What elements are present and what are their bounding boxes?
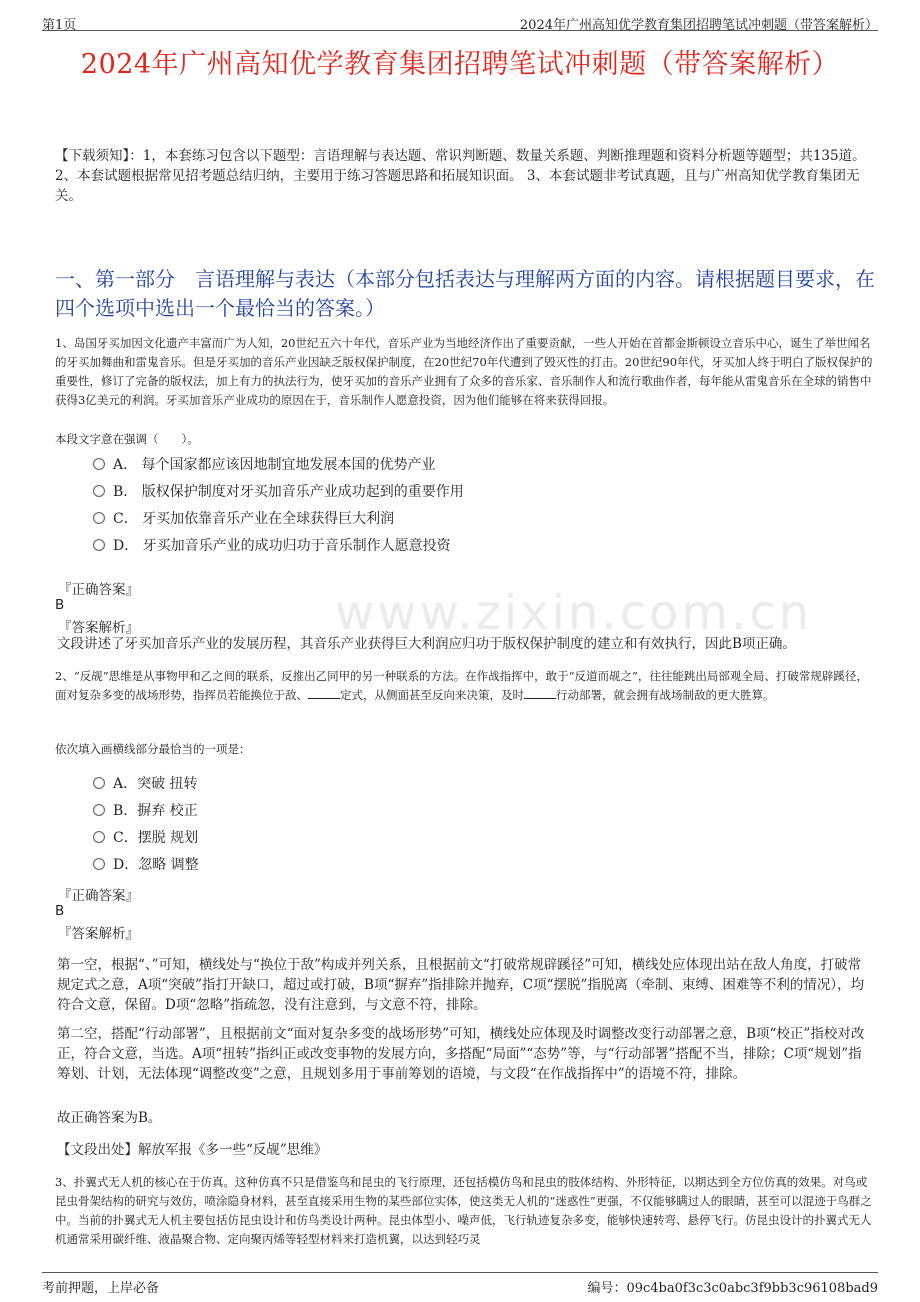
question-2-source: 【文段出处】解放军报《多一些“反觇”思维》 — [57, 1142, 328, 1158]
question-2-option-a[interactable]: A．突破 扭转 — [93, 775, 198, 793]
radio-icon[interactable] — [93, 858, 105, 870]
question-1-option-b[interactable]: B． 版权保护制度对牙买加音乐产业成功起到的重要作用 — [93, 483, 464, 501]
radio-icon[interactable] — [93, 831, 105, 843]
question-1-analysis-label: 『答案解析』 — [58, 620, 139, 636]
header-doc-title: 2024年广州高知优学教育集团招聘笔试冲刺题（带答案解析） — [519, 18, 878, 33]
question-3-text: 3、扑翼式无人机的核心在于仿真。这种仿真不只是借鉴鸟和昆虫的飞行原理，还包括模仿鸟和昆虫的肢体结构、外形特征，以期达到全方位仿真的效果。对鸟或昆虫骨架结构的研究与效仿，喷涂隐身材料，甚至直接采用生物的某些部位实体，使这类无人机的“迷惑性”更强，不仅能够瞒过人的眼睛，甚至可以混迹于鸟群之中。当前的扑翼式无人机主要包括仿昆虫设计和仿鸟类设计两种。昆虫体型小、噪声低，飞行轨迹复杂多变，能够快速转弯、悬停飞行。仿昆虫设计的扑翼式无人机通常采用碳纤维、液晶聚合物、定向聚丙烯等轻型材料来打造机翼，以达到轻巧灵 — [55, 1175, 872, 1246]
question-1-stem: 本段文字意在强调（ ）。 — [55, 432, 199, 446]
question-2-answer-label: 『正确答案』 — [58, 888, 139, 904]
section-heading: 一、第一部分 言语理解与表达（本部分包括表达与理解两方面的内容。请根据题目要求，在四个选项中选出一个最恰当的答案。） — [55, 267, 875, 320]
question-2-analysis-para-1: 第一空，根据“、”可知，横线处与“换位于敌”构成并列关系，且根据前文“打破常规辟蹊径”可知，横线处应体现出站在敌人角度，打破常规定式之意，A项“突破”指打开缺口，超过或打破，B项“摒弃”指排除并抛弃，C项“摆脱”指脱离（牵制、束缚、困难等不利的情况），均符合文意，保留。D项“忽略”指疏忽，没有注意到，与文意不符，排除。 — [57, 957, 865, 1013]
question-1-analysis: 文段讲述了牙买加音乐产业的发展历程，其音乐产业获得巨大利润应归功于版权保护制度的建立和有效执行，因此B项正确。 — [57, 636, 796, 652]
fill-blank-1 — [308, 698, 340, 699]
footer-doc-id: 编号：09c4ba0f3c3c0abc3f9bb3c96108bad9 — [587, 1281, 878, 1296]
page-footer — [42, 1272, 878, 1296]
question-2-stem: 依次填入画横线部分最恰当的一项是： — [55, 742, 251, 756]
radio-icon[interactable] — [93, 512, 105, 524]
footer-slogan: 考前押题，上岸必备 — [42, 1281, 160, 1296]
question-2-analysis-label: 『答案解析』 — [58, 926, 139, 942]
question-2-text: 2、“反觇”思维是从事物甲和乙之间的联系，反推出乙同甲的另一种联系的方法。在作战指挥中，敢于“反道而觇之”，往往能跳出局部观全局、打破常规辟蹊径，面对复杂多变的战场形势，指挥员若能换位于敌、 定式，从侧面甚至反向来决策，及时 行动部署，就会拥有战场制敌的更大胜算。 — [55, 669, 868, 702]
question-1-text: 1、岛国牙买加因文化遗产丰富而广为人知，20世纪五六十年代，音乐产业为当地经济作出了重要贡献，一些人开始在首都金斯顿设立音乐中心，诞生了举世闻名的牙买加舞曲和雷鬼音乐。但是牙买加的音乐产业因缺乏版权保护制度，在20世纪70年代遭到了毁灭性的打击。20世纪90年代，牙买加人终于明白了版权保护的重要性，修订了完备的版权法，加上有力的执法行为，使牙买加的音乐产业拥有了众多的音乐家、音乐制作人和流行歌曲作者，每年能从雷鬼音乐在全球的销售中获得3亿美元的利润。牙买加音乐产业成功的原因在于，音乐制作人愿意投资，因为他们能够在将来获得回报。 — [55, 336, 873, 407]
question-1-option-c[interactable]: C． 牙买加依靠音乐产业在全球获得巨大利润 — [93, 510, 394, 528]
page-number: 第1页 — [42, 18, 77, 33]
radio-icon[interactable] — [93, 804, 105, 816]
page-header — [42, 12, 878, 31]
question-1-answer-label: 『正确答案』 — [58, 582, 139, 598]
radio-icon[interactable] — [93, 539, 105, 551]
question-1-answer: B — [55, 597, 65, 613]
radio-icon[interactable] — [93, 485, 105, 497]
question-2-option-d[interactable]: D．忽略 调整 — [93, 856, 199, 874]
question-2-conclusion: 故正确答案为B。 — [57, 1110, 162, 1126]
radio-icon[interactable] — [93, 777, 105, 789]
question-1-option-d[interactable]: D． 牙买加音乐产业的成功归功于音乐制作人愿意投资 — [93, 537, 451, 555]
download-notice: 【下载须知】：1，本套练习包含以下题型：言语理解与表达题、常识判断题、数量关系题、判断推理题和资料分析题等题型；共135道。 2、本套试题根据常见招考题总结归纳，主要用于练习答题思路和拓展知识面。 3、本套试题非考试真题，且与广州高知优学教育集团无关。 — [55, 148, 866, 204]
question-2-option-c[interactable]: C．摆脱 规划 — [93, 829, 198, 847]
question-2-option-b[interactable]: B．摒弃 校正 — [93, 802, 198, 820]
question-1-option-a[interactable]: A． 每个国家都应该因地制宜地发展本国的优势产业 — [93, 456, 436, 474]
question-2-answer: B — [55, 903, 65, 919]
fill-blank-2 — [524, 698, 556, 699]
watermark: www.zixin.com.cn — [335, 585, 813, 641]
document-title: 2024年广州高知优学教育集团招聘笔试冲刺题（带答案解析） — [80, 49, 840, 80]
question-2-analysis-para-2: 第二空，搭配“行动部署”，且根据前文“面对复杂多变的战场形势”可知，横线处应体现及时调整改变行动部署之意，B项“校正”指校对改正，符合文意，当选。A项“扭转”指纠正或改变事物的发展方向，多搭配“局面”“态势”等，与“行动部署”搭配不当，排除；C项“规划”指筹划、计划，无法体现“调整改变”之意，且规划多用于事前筹划的语境，与文段“在作战指挥中”的语境不符，排除。 — [57, 1026, 865, 1082]
radio-icon[interactable] — [93, 458, 105, 470]
